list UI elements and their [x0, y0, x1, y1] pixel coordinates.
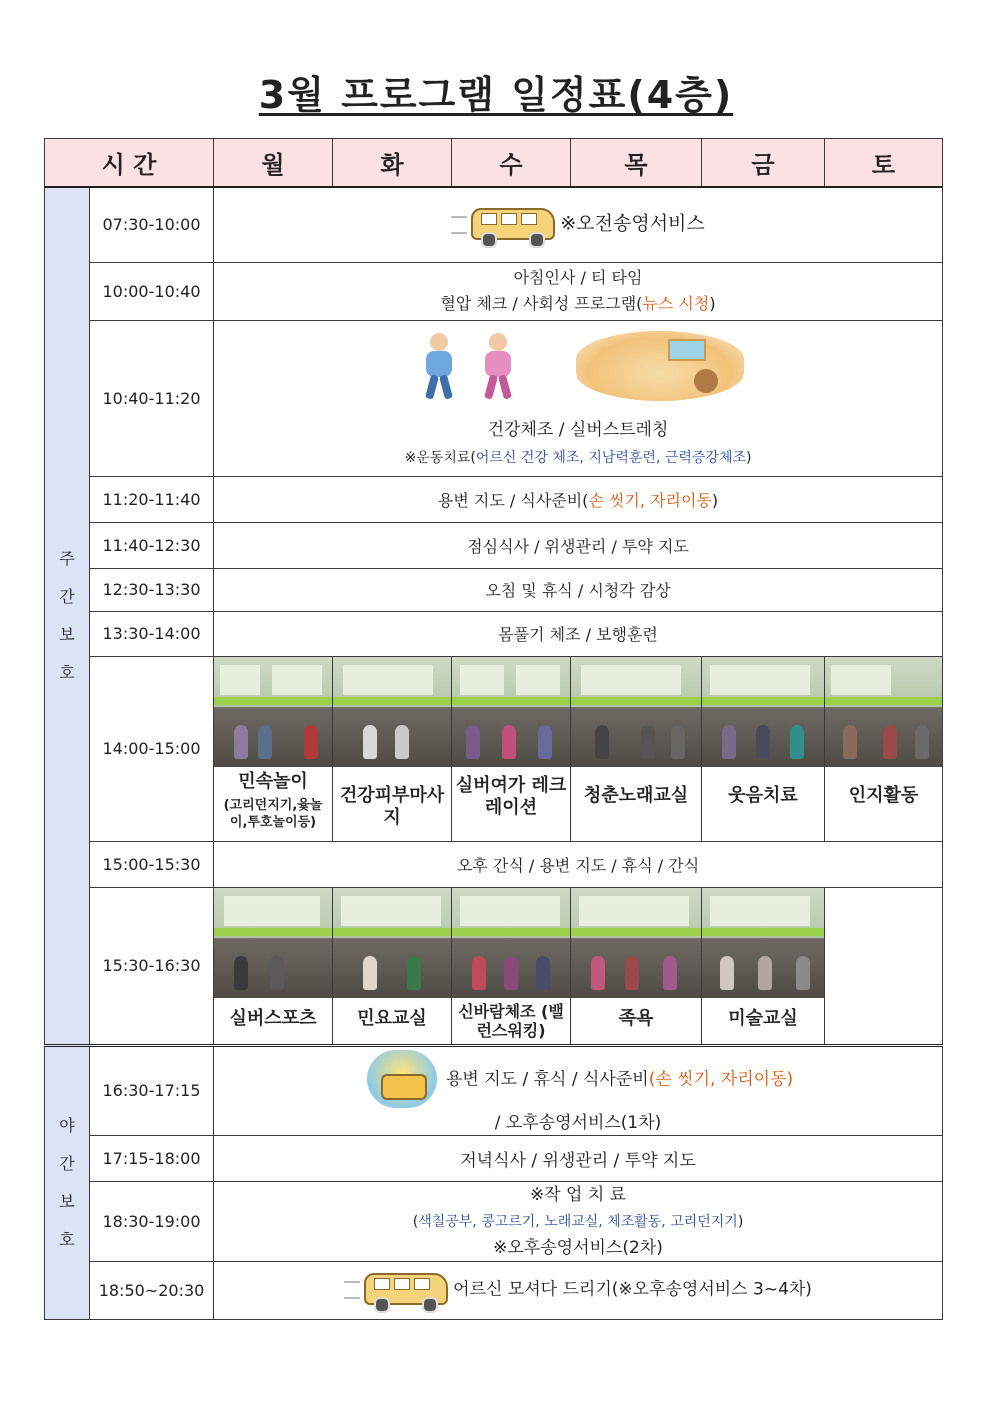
table-row — [45, 611, 943, 656]
activity-photo-cell: 실버스포츠 — [214, 887, 333, 1045]
activity-cell: 몸풀기 체조 / 보행훈련 — [214, 611, 943, 656]
table-row — [45, 656, 943, 841]
header-time: 시 간 — [45, 139, 214, 188]
activity-photo-cell: 실버여가 레크레이션 — [452, 656, 571, 841]
activity-photo — [214, 888, 332, 998]
activity-photo — [702, 657, 824, 767]
time-cell: 11:20-11:40 — [90, 476, 214, 522]
activity-photo — [333, 657, 451, 767]
activity-cell: 저녁식사 / 위생관리 / 투약 지도 — [214, 1135, 943, 1181]
time-cell: 18:30-19:00 — [90, 1181, 214, 1261]
sun-bus-icon — [363, 1048, 441, 1112]
activity-photo — [702, 888, 824, 998]
time-cell: 10:40-11:20 — [90, 320, 214, 476]
header-row — [45, 139, 943, 188]
school-bus-icon — [344, 1269, 448, 1311]
activity-photo-cell: 웃음치료 — [702, 656, 825, 841]
activity-photo-cell: 건강피부마사지 — [333, 656, 452, 841]
resting-room-illustration — [576, 331, 744, 401]
time-cell: 15:30-16:30 — [90, 887, 214, 1045]
activity-photo-cell: 민속놀이 (고리던지기,윷놀이,투호놀이등) — [214, 656, 333, 841]
time-cell: 07:30-10:00 — [90, 187, 214, 262]
activity-photo-cell: 족욕 — [571, 887, 702, 1045]
time-cell: 17:15-18:00 — [90, 1135, 214, 1181]
school-bus-icon — [451, 204, 555, 246]
activity-photo — [214, 657, 332, 767]
activity-cell: ※작 업 치 료 (색칠공부, 콩고르기, 노래교실, 체조활동, 고리던지기) ※오후송영서비스(2차) — [214, 1181, 943, 1261]
table-row — [45, 887, 943, 1045]
header-day-fri: 금 — [702, 139, 825, 188]
activity-photo — [825, 657, 942, 767]
table-row — [45, 1261, 943, 1319]
activity-photo-cell: 미술교실 — [702, 887, 825, 1045]
table-row — [45, 1045, 943, 1135]
table-row — [45, 262, 943, 320]
exercising-seniors-icon — [412, 331, 466, 401]
activity-photo — [333, 888, 451, 998]
time-cell: 10:00-10:40 — [90, 262, 214, 320]
activity-photo-cell: 신바람체조 (밸런스워킹) — [452, 887, 571, 1045]
activity-cell: 용변 지도 / 휴식 / 식사준비(손 씻기, 자리이동) / 오후송영서비스(1차) — [214, 1045, 943, 1135]
activity-photo — [571, 888, 701, 998]
table-row — [45, 841, 943, 887]
header-day-mon: 월 — [214, 139, 333, 188]
activity-photo — [571, 657, 701, 767]
activity-photo-cell: 인지활동 — [825, 656, 943, 841]
activity-photo — [452, 888, 570, 998]
activity-cell: 오침 및 휴식 / 시청각 감상 — [214, 568, 943, 611]
page-title: 3월 프로그램 일정표(4층) — [258, 73, 734, 117]
table-row — [45, 187, 943, 262]
time-cell: 11:40-12:30 — [90, 522, 214, 568]
time-cell: 15:00-15:30 — [90, 841, 214, 887]
schedule-table — [44, 138, 943, 1320]
header-day-thu: 목 — [571, 139, 702, 188]
header-day-sat: 토 — [825, 139, 943, 188]
activity-photo-cell: 민요교실 — [333, 887, 452, 1045]
time-cell: 14:00-15:00 — [90, 656, 214, 841]
header-day-wed: 수 — [452, 139, 571, 188]
table-row — [45, 476, 943, 522]
empty-cell — [825, 887, 943, 1045]
table-row — [45, 1181, 943, 1261]
exercising-seniors-icon — [471, 331, 525, 401]
time-cell: 13:30-14:00 — [90, 611, 214, 656]
time-cell: 16:30-17:15 — [90, 1045, 214, 1135]
table-row — [45, 522, 943, 568]
activity-cell: 오후 간식 / 용변 지도 / 휴식 / 간식 — [214, 841, 943, 887]
activity-cell: 어르신 모셔다 드리기(※오후송영서비스 3~4차) — [214, 1261, 943, 1319]
activity-cell: 점심식사 / 위생관리 / 투약 지도 — [214, 522, 943, 568]
header-day-tue: 화 — [333, 139, 452, 188]
time-cell: 12:30-13:30 — [90, 568, 214, 611]
table-row — [45, 1135, 943, 1181]
activity-cell: ※오전송영서비스 — [214, 187, 943, 262]
activity-cell: 건강체조 / 실버스트레칭 ※운동치료(어르신 건강 체조, 지남력훈련, 근력증강체조) — [214, 320, 943, 476]
section-night-care: 야 간 보 호 — [45, 1045, 90, 1319]
activity-photo-cell: 청춘노래교실 — [571, 656, 702, 841]
activity-cell: 아침인사 / 티 타임 혈압 체크 / 사회성 프로그램(뉴스 시청) — [214, 262, 943, 320]
activity-cell: 용변 지도 / 식사준비(손 씻기, 자리이동) — [214, 476, 943, 522]
activity-photo — [452, 657, 570, 767]
section-day-care: 주 간 보 호 — [45, 187, 90, 1045]
table-row — [45, 320, 943, 476]
table-row — [45, 568, 943, 611]
time-cell: 18:50~20:30 — [90, 1261, 214, 1319]
